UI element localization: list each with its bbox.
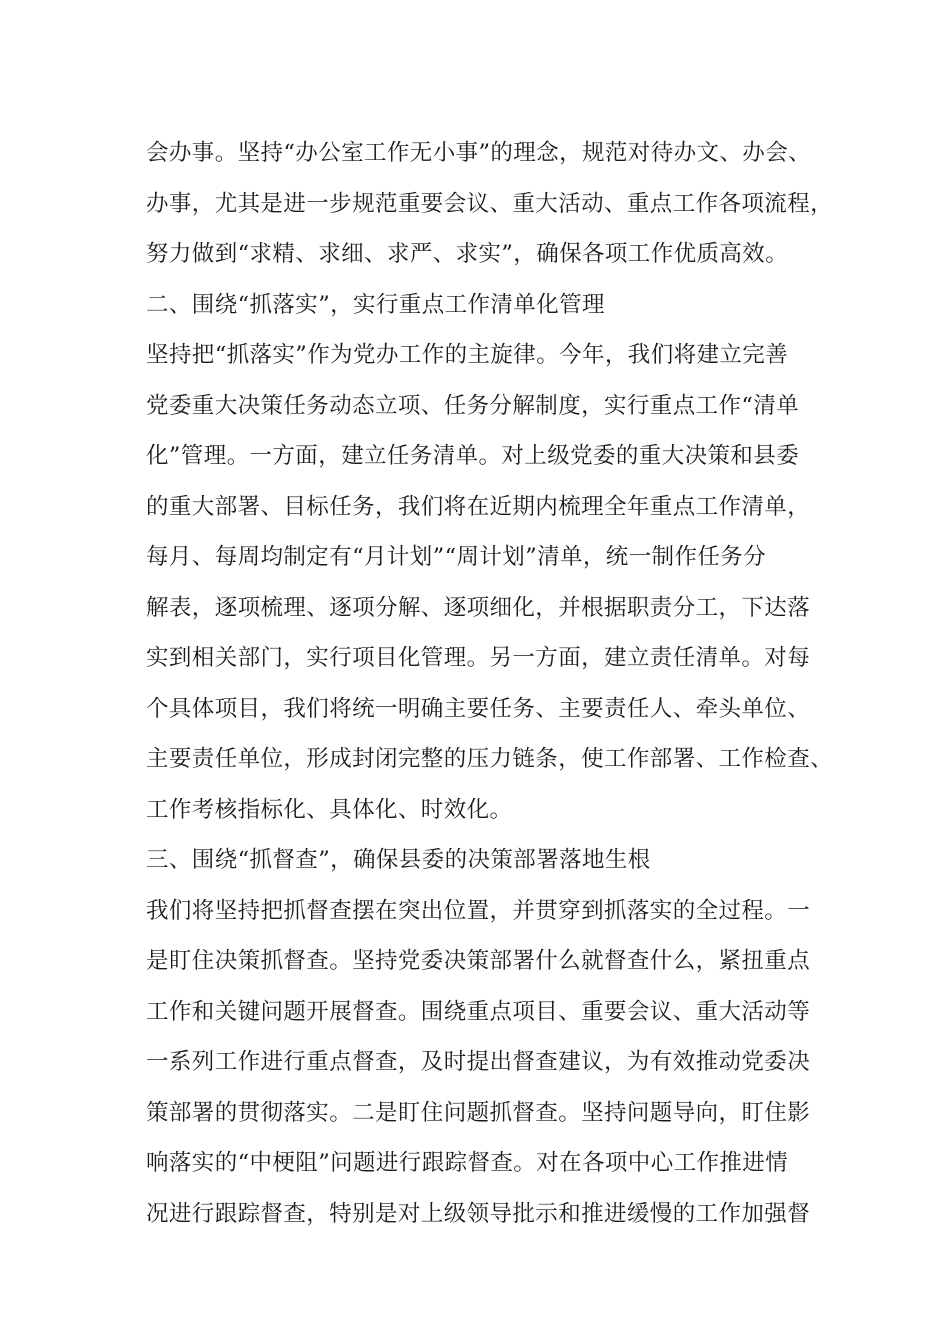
body-text-line: 一系列工作进行重点督查，及时提出督查建议，为有效推动党委决 — [146, 1049, 811, 1075]
body-text-line: 每月、每周均制定有“月计划”“周计划”清单，统一制作任务分 — [146, 544, 767, 570]
body-text-line: 响落实的“中梗阻”问题进行跟踪督查。对在各项中心工作推进情 — [146, 1150, 789, 1176]
body-text-line: 策部署的贯彻落实。二是盯住问题抓督查。坚持问题导向，盯住影 — [146, 1099, 811, 1126]
body-text-line: 办事，尤其是进一步规范重要会议、重大活动、重点工作各项流程， — [146, 190, 834, 217]
body-text-line: 党委重大决策任务动态立项、任务分解制度，实行重点工作“清单 — [146, 392, 800, 419]
body-text-line: 是盯住决策抓督查。坚持党委决策部署什么就督查什么，紧扭重点 — [146, 948, 811, 974]
body-text-line: 工作考核指标化、具体化、时效化。 — [146, 796, 513, 823]
body-text-line: 况进行跟踪督查，特别是对上级领导批示和推进缓慢的工作加强督 — [146, 1200, 811, 1227]
body-text-line: 努力做到“求精、求细、求严、求实”，确保各项工作优质高效。 — [146, 241, 789, 267]
body-text-line: 实到相关部门，实行项目化管理。另一方面，建立责任清单。对每 — [146, 645, 811, 671]
body-text-line: 解表，逐项梳理、逐项分解、逐项细化，并根据职责分工，下达落 — [146, 594, 811, 621]
body-text-line: 主要责任单位，形成封闭完整的压力链条，使工作部署、工作检查、 — [146, 746, 834, 772]
body-text-line: 化”管理。一方面，建立任务清单。对上级党委的重大决策和县委 — [146, 443, 800, 469]
section-heading-2: 二、围绕“抓落实”，实行重点工作清单化管理 — [146, 291, 605, 318]
body-text-line: 坚持把“抓落实”作为党办工作的主旋律。今年，我们将建立完善 — [146, 342, 789, 368]
body-text-line: 个具体项目，我们将统一明确主要任务、主要责任人、牵头单位、 — [146, 695, 811, 722]
body-text-line: 我们将坚持把抓督查摆在突出位置，并贯穿到抓落实的全过程。一 — [146, 897, 811, 924]
document-body — [146, 128, 836, 1239]
body-text-line: 的重大部署、目标任务，我们将在近期内梳理全年重点工作清单， — [146, 493, 811, 520]
body-text-line: 会办事。坚持“办公室工作无小事”的理念，规范对待办文、办会、 — [146, 140, 812, 166]
section-heading-3: 三、围绕“抓督查”，确保县委的决策部署落地生根 — [146, 847, 651, 873]
body-text-line: 工作和关键问题开展督查。围绕重点项目、重要会议、重大活动等 — [146, 998, 811, 1025]
